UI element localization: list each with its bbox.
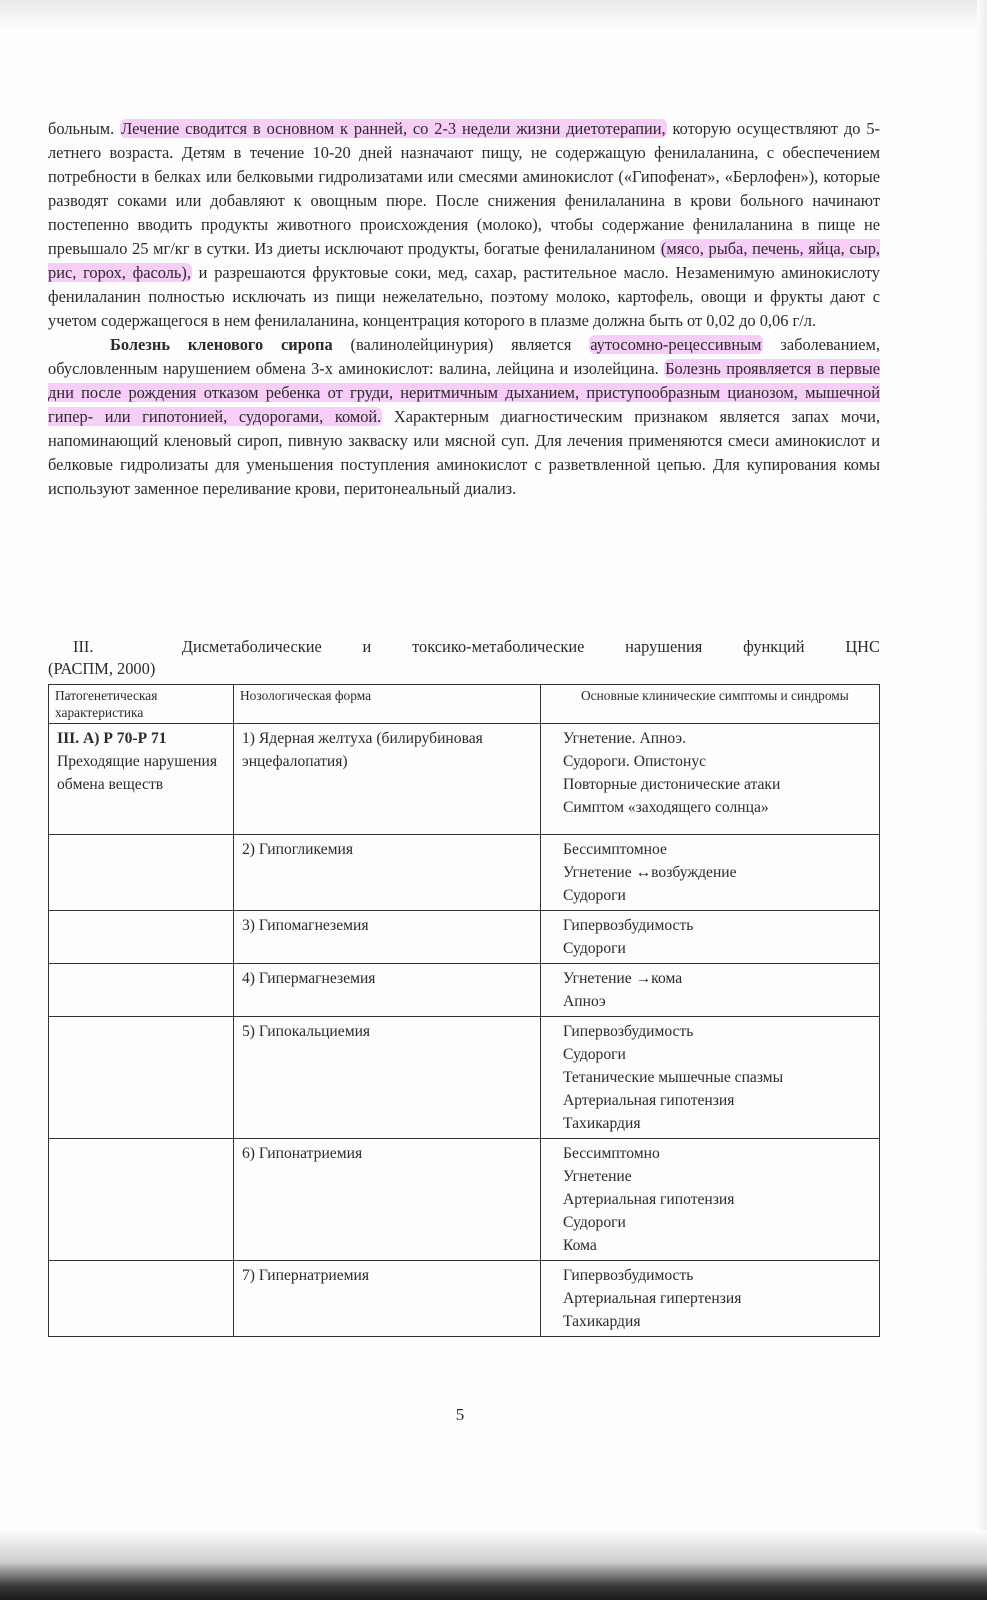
symptom-item: Артериальная гипотензия [563, 1191, 735, 1208]
p2-middle: заболеванием, обусловленным нарушением обмена 3-х аминокислот: валина, лейцина и изолейцина. [48, 335, 880, 378]
p2-end: Характерным диагностическим признаком является запах мочи, напоминающий кленовый сироп, пивную закваску или мясной суп. Для лечения применяются смеси аминокислот и белковые гидролизаты для уменьшения поступления аминокислот с разветвленной цепью. Для купирования комы используют заменное переливание крови, перитонеальный диализ. [48, 407, 880, 498]
cell-symptoms [541, 1261, 880, 1337]
cell-form: 7) Гипернатриемия [234, 1261, 541, 1337]
highlight-treatment: Лечение сводится в основном к ранней, со 2-3 недели жизни диетотерапии, [121, 119, 666, 138]
symptom-item: Симптом «заходящего солнца» [563, 799, 769, 816]
symptom-item: Угнетение ↔возбуждение [563, 864, 737, 881]
symptom-item: Тахикардия [563, 1115, 641, 1132]
header-pathogenetic: Патогенетическая характеристика [49, 685, 234, 724]
symptom-item: Угнетение [563, 1168, 632, 1185]
symptom-item: Судороги [563, 940, 626, 957]
table-row [49, 1017, 880, 1139]
cell-symptoms [541, 911, 880, 964]
cell-pathogenetic [49, 1017, 234, 1139]
heading-source: (РАСПМ, 2000) [48, 659, 156, 678]
cell-symptoms [541, 1139, 880, 1261]
symptom-item: Бессимптомное [563, 841, 667, 858]
symptom-item: Тахикардия [563, 1313, 641, 1330]
symptom-item: Судороги [563, 887, 626, 904]
table-row [49, 835, 880, 911]
symptom-item: Повторные дистонические атаки [563, 776, 781, 793]
scan-right-edge [977, 0, 987, 1600]
symptom-item: Апноэ [563, 993, 606, 1010]
cell-symptoms [541, 835, 880, 911]
symptom-item: Судороги [563, 1046, 626, 1063]
table-row [49, 964, 880, 1017]
table-row [49, 911, 880, 964]
heading-word: нарушения [625, 637, 703, 656]
group-label: Преходящие нарушения обмена веществ [57, 753, 218, 793]
header-nosological: Нозологическая форма [234, 685, 541, 724]
heading-word: Дисметаболические [181, 637, 322, 656]
table-header-row [49, 685, 880, 724]
p1-middle: которую осуществляют до 5-летнего возраста. Детям в течение 10-20 дней назначают пищу, не содержащую фенилаланина, с обеспечением потребности в белках или белковыми гидролизатами или смесями аминокислот («Гипофенат», «Берлофен»), которые разводят соками или добавляют к овощным пюре. После снижения фенилаланина в крови больного начинают постепенно вводить продукты животного происхождения (молоко), чтобы содержание фенилаланина в пище не превышало 25 мг/кг в сутки. Из диеты исключают продукты, богатые фенилаланином [48, 119, 881, 258]
cell-pathogenetic [49, 835, 234, 911]
cell-form: 3) Гипомагнеземия [234, 911, 541, 964]
cell-symptoms [541, 724, 880, 835]
symptom-item: Угнетение. Апноэ. [563, 730, 687, 747]
cell-form: 2) Гипогликемия [234, 835, 541, 911]
heading-word: ЦНС [845, 637, 880, 656]
cell-symptoms [541, 1017, 880, 1139]
heading-number: III. [73, 637, 94, 656]
cell-symptoms [541, 964, 880, 1017]
symptom-item: Угнетение →кома [563, 970, 683, 987]
disease-name: Болезнь кленового сиропа [110, 335, 333, 354]
symptom-item: Гипервозбудимость [563, 1267, 694, 1284]
symptom-item: Тетанические мышечные спазмы [563, 1069, 784, 1086]
table-row [49, 724, 880, 835]
section-heading [48, 636, 880, 680]
p1-start: больным. [48, 119, 121, 138]
symptom-item: Гипервозбудимость [563, 917, 694, 934]
cns-disorders-table [48, 684, 880, 1337]
cell-pathogenetic [49, 724, 234, 835]
symptom-item: Судороги. Опистонус [563, 753, 707, 770]
cell-form: 5) Гипокальциемия [234, 1017, 541, 1139]
cell-form: 4) Гипермагнеземия [234, 964, 541, 1017]
heading-word: и [362, 637, 372, 656]
heading-word: токсико-метаболические [412, 637, 585, 656]
symptom-item: Гипервозбудимость [563, 1023, 694, 1040]
highlight-excluded-foods: (мясо, рыба, печень, яйца, сыр, рис, горох, фасоль), [48, 239, 880, 282]
paragraph-pku-treatment [48, 117, 880, 333]
table-row [49, 1139, 880, 1261]
cell-pathogenetic [49, 911, 234, 964]
paragraph-maple-syrup [48, 333, 880, 501]
symptom-item: Артериальная гипотензия [563, 1092, 735, 1109]
header-symptoms: Основные клинические симптомы и синдромы [541, 685, 880, 724]
cell-form: 1) Ядерная желтуха (билирубиновая энцефалопатия) [234, 724, 541, 835]
symptom-item: Бессимптомно [563, 1145, 660, 1162]
highlight-symptoms: Болезнь проявляется в первые дни после рождения отказом ребенка от груди, неритмичным дыханием, приступообразным цианозом, мышечной гипер- или гипотонией, судорогами, комой. [48, 359, 880, 426]
scan-top-shadow [0, 0, 987, 30]
cell-pathogenetic [49, 964, 234, 1017]
scan-bottom-shadow [0, 1530, 987, 1600]
symptom-item: Судороги [563, 1214, 626, 1231]
table-row [49, 1261, 880, 1337]
body-text [48, 117, 880, 501]
highlight-inheritance: аутосомно-рецессивным [590, 335, 762, 354]
p2-start: (валинолейцинурия) является [332, 335, 590, 354]
p1-end: и разрешаются фруктовые соки, мед, сахар, растительное масло. Незаменимую аминокислоту фенилаланин полностью исключать из пищи нежелательно, поэтому молоко, картофель, овощи и фрукты дают с учетом содержащегося в нем фенилаланина, концентрация которого в плазме должна быть от 0,02 до 0,06 г/л. [48, 263, 880, 330]
symptom-item: Кома [563, 1237, 597, 1254]
cell-pathogenetic [49, 1261, 234, 1337]
cell-pathogenetic [49, 1139, 234, 1261]
cell-form: 6) Гипонатриемия [234, 1139, 541, 1261]
code-label: III. А) Р 70-Р 71 [57, 730, 167, 747]
heading-word: функций [743, 637, 805, 656]
symptom-item: Артериальная гипертензия [563, 1290, 742, 1307]
page-number: 5 [455, 1405, 465, 1424]
